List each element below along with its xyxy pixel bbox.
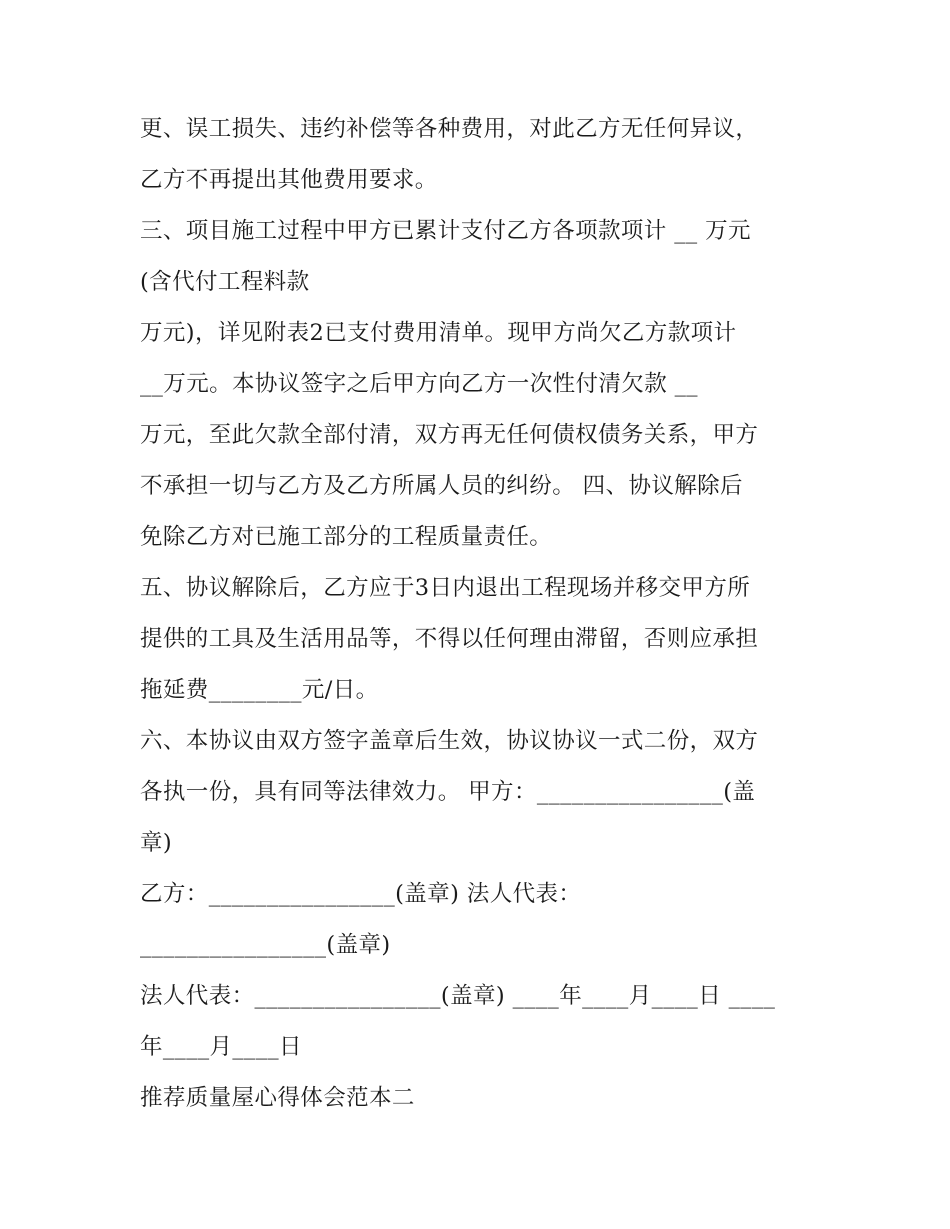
document-body (140, 104, 830, 1124)
text-line: 五、协议解除后，乙方应于3日内退出工程现场并移交甲方所 (140, 575, 751, 601)
text-line: 不承担一切与乙方及乙方所属人员的纠纷。 四、协议解除后 (140, 473, 743, 499)
text-line: ________________(盖章) (140, 932, 391, 958)
text-line: (含代付工程料款 (140, 269, 310, 295)
text-line: 三、项目施工过程中甲方已累计支付乙方各项款项计 __ 万元 (140, 218, 751, 244)
text-line: 万元)，详见附表2已支付费用清单。现甲方尚欠乙方款项计 (140, 320, 737, 346)
section-heading: 推荐质量屋心得体会范本二 (140, 1085, 415, 1111)
text-line: 拖延费________元/日。 (140, 677, 379, 703)
text-line: 年____月____日 (140, 1034, 302, 1060)
text-line: 免除乙方对已施工部分的工程质量责任。 (140, 524, 553, 550)
text-line: 提供的工具及生活用品等，不得以任何理由滞留，否则应承担 (140, 626, 759, 652)
text-line: 乙方不再提出其他费用要求。 (140, 167, 438, 193)
text-line: __万元。本协议签字之后甲方向乙方一次性付清欠款 __ (140, 371, 698, 397)
text-line: 乙方：________________(盖章) 法人代表： (140, 881, 582, 907)
text-line: 万元，至此欠款全部付清，双方再无任何债权债务关系，甲方 (140, 422, 759, 448)
text-line: 各执一份，具有同等法律效力。 甲方：________________(盖 (140, 779, 756, 805)
text-line: 六、本协议由双方签字盖章后生效，协议协议一式二份，双方 (140, 728, 759, 754)
text-line: 章) (140, 830, 173, 856)
text-line: 法人代表：________________(盖章) ____年____月____日 ____ (140, 983, 776, 1009)
text-line: 更、误工损失、违约补偿等各种费用，对此乙方无任何异议， (140, 116, 759, 142)
